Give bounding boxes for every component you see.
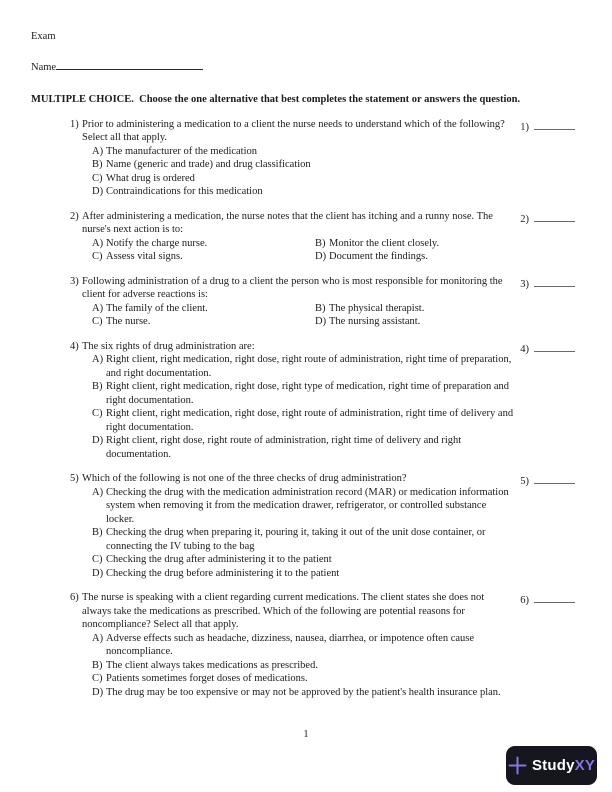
- logo-text-xy: XY: [574, 756, 596, 774]
- question-number: 4): [70, 340, 79, 352]
- option: [315, 250, 514, 264]
- exam-label: Exam: [31, 31, 56, 42]
- plus-icon: [508, 756, 527, 775]
- question: [31, 275, 575, 329]
- studyxy-logo: [506, 746, 597, 785]
- options-list: [92, 486, 514, 581]
- option-text: The nurse.: [106, 316, 151, 327]
- answer-slot: [520, 591, 575, 608]
- answer-blank-line[interactable]: [534, 118, 575, 130]
- option: [92, 567, 514, 581]
- option-text: Notify the charge nurse.: [106, 237, 208, 249]
- option-text: The drug may be too expensive or may not be approved by the patient's health insurance plan.: [106, 686, 501, 698]
- option-label: B): [315, 237, 326, 249]
- page-number: 1: [303, 728, 309, 740]
- answer-slot: [520, 118, 575, 135]
- answer-slot: [520, 340, 575, 357]
- option-label: A): [92, 237, 104, 249]
- option: [92, 632, 514, 659]
- questions-list: [31, 118, 575, 700]
- option-text: Checking the drug when preparing it, pouring it, taking it out of the unit dose container, or connecting the IV tubing to the bag: [106, 527, 486, 552]
- option-label: D): [315, 251, 327, 262]
- answer-slot: [520, 210, 575, 227]
- option: [92, 315, 315, 329]
- question-main: [70, 340, 514, 462]
- option-text: The manufacturer of the medication: [106, 145, 258, 157]
- question-row: [70, 275, 514, 302]
- option: [315, 315, 514, 329]
- option: [315, 237, 514, 251]
- option-text: Contraindications for this medication: [106, 186, 263, 197]
- option-label: B): [92, 381, 103, 392]
- options-list: [92, 237, 514, 264]
- question-main: [70, 118, 514, 199]
- option-label: A): [92, 354, 104, 365]
- option: [92, 486, 514, 527]
- answer-slot: [520, 275, 575, 292]
- option-text: Right client, right dose, right route of administration, right time of delivery and right documentation.: [106, 435, 462, 460]
- option-label: B): [92, 527, 103, 538]
- answer-blank-line[interactable]: [534, 340, 575, 352]
- option-text: Patients sometimes forget doses of medications.: [106, 673, 308, 684]
- logo-text-study: Study: [531, 756, 575, 774]
- question-text: Which of the following is not one of the three checks of drug administration?: [82, 473, 407, 484]
- option-text: Assess vital signs.: [106, 251, 183, 262]
- option-label: C): [92, 316, 103, 327]
- option: [92, 145, 514, 159]
- option-label: D): [92, 435, 104, 446]
- question-text: Following administration of a drug to a client the person who is most responsible for monitoring the client for adverse reactions is:: [82, 275, 503, 300]
- answer-blank-line[interactable]: [534, 472, 575, 484]
- question-number: 1): [70, 118, 79, 130]
- option: [92, 158, 514, 172]
- question-text: The six rights of drug administration are:: [82, 340, 255, 352]
- option-label: C): [92, 408, 103, 419]
- options-list: [92, 302, 514, 329]
- name-label: Name: [31, 61, 57, 73]
- answer-number: 4): [520, 343, 529, 355]
- option-label: B): [92, 659, 103, 671]
- question-number: 6): [70, 592, 79, 603]
- option: [315, 302, 514, 316]
- instruction-text: MULTIPLE CHOICE. Choose the one alternative that best completes the statement or answers the question.: [31, 94, 521, 105]
- question: [31, 118, 575, 199]
- option-text: The family of the client.: [106, 302, 208, 314]
- answer-blank-line[interactable]: [534, 210, 575, 222]
- answer-number: 6): [520, 595, 529, 606]
- answer-number: 1): [520, 121, 529, 133]
- option: [92, 250, 315, 264]
- question: [31, 591, 575, 699]
- option-label: D): [92, 186, 104, 197]
- option-text: Checking the drug before administering it to the patient: [106, 567, 340, 579]
- option-label: C): [92, 673, 103, 684]
- option-text: Checking the drug with the medication administration record (MAR) or medication information system when removing it from the medication drawer, refrigerator, or controlled substance locker.: [106, 486, 509, 525]
- question-main: [70, 275, 514, 329]
- question-main: [70, 210, 514, 264]
- option-text: Document the findings.: [329, 251, 428, 262]
- option-label: D): [92, 567, 104, 579]
- question-text: The nurse is speaking with a client regarding current medications. The client states she does not always take the medications as prescribed. Which of the following are potential reasons for noncompliance? Select all that apply.: [82, 592, 485, 630]
- option-label: A): [92, 632, 104, 644]
- option-text: Right client, right medication, right dose, right route of administration, right time of preparation, and right documentation.: [106, 354, 512, 379]
- option-text: The nursing assistant.: [329, 316, 421, 327]
- option-label: C): [92, 251, 103, 262]
- question-number: 2): [70, 210, 79, 222]
- option-text: Right client, right medication, right dose, right route of administration, right time of delivery and right documentation.: [106, 408, 514, 433]
- question-row: [70, 118, 514, 145]
- options-list: [92, 353, 514, 461]
- question-text: Prior to administering a medication to a client the nurse needs to understand which of the following? Select all that apply.: [82, 118, 505, 143]
- question: [31, 340, 575, 462]
- option-label: C): [92, 172, 103, 184]
- option-label: A): [92, 486, 104, 498]
- option: [92, 407, 514, 434]
- option-label: A): [92, 302, 104, 314]
- option: [92, 302, 315, 316]
- option-text: Adverse effects such as headache, dizziness, nausea, diarrhea, or impotence often cause noncompliance.: [106, 632, 475, 657]
- option-label: D): [315, 316, 327, 327]
- question-main: [70, 591, 514, 699]
- option-label: B): [92, 159, 103, 170]
- option: [92, 672, 514, 686]
- options-list: [92, 632, 514, 700]
- option-label: D): [92, 686, 104, 698]
- question: [31, 210, 575, 264]
- option-label: B): [315, 302, 326, 314]
- option: [92, 380, 514, 407]
- question: [31, 472, 575, 580]
- option-label: A): [92, 145, 104, 157]
- option-text: What drug is ordered: [106, 172, 195, 184]
- question-number: 3): [70, 275, 79, 287]
- answer-number: 5): [520, 476, 529, 487]
- options-list: [92, 145, 514, 199]
- logo-text: [531, 756, 596, 774]
- name-blank-line[interactable]: [56, 59, 203, 70]
- name-row: [31, 59, 575, 75]
- option: [92, 237, 315, 251]
- answer-blank-line[interactable]: [534, 275, 575, 287]
- option: [92, 686, 514, 700]
- answer-blank-line[interactable]: [534, 591, 575, 603]
- question-text: After administering a medication, the nurse notes that the client has itching and a runny nose. The nurse's next action is to:: [82, 210, 493, 235]
- option-text: Right client, right medication, right dose, right type of medication, right time of preparation and right documentation.: [106, 381, 509, 406]
- option-text: The physical therapist.: [329, 302, 425, 314]
- option: [92, 172, 514, 186]
- option-text: The client always takes medications as prescribed.: [106, 659, 318, 671]
- answer-number: 3): [520, 278, 529, 290]
- option: [92, 353, 514, 380]
- option: [92, 185, 514, 199]
- option-label: C): [92, 554, 103, 565]
- question-main: [70, 472, 514, 580]
- answer-number: 2): [520, 213, 529, 225]
- option-text: Checking the drug after administering it to the patient: [106, 554, 332, 565]
- question-row: [70, 591, 514, 632]
- question-row: [70, 340, 514, 354]
- question-row: [70, 472, 514, 486]
- option: [92, 553, 514, 567]
- option-text: Monitor the client closely.: [329, 237, 440, 249]
- option: [92, 434, 514, 461]
- option-text: Name (generic and trade) and drug classification: [106, 159, 311, 170]
- option: [92, 526, 514, 553]
- question-number: 5): [70, 473, 79, 484]
- answer-slot: [520, 472, 575, 489]
- question-row: [70, 210, 514, 237]
- option: [92, 659, 514, 673]
